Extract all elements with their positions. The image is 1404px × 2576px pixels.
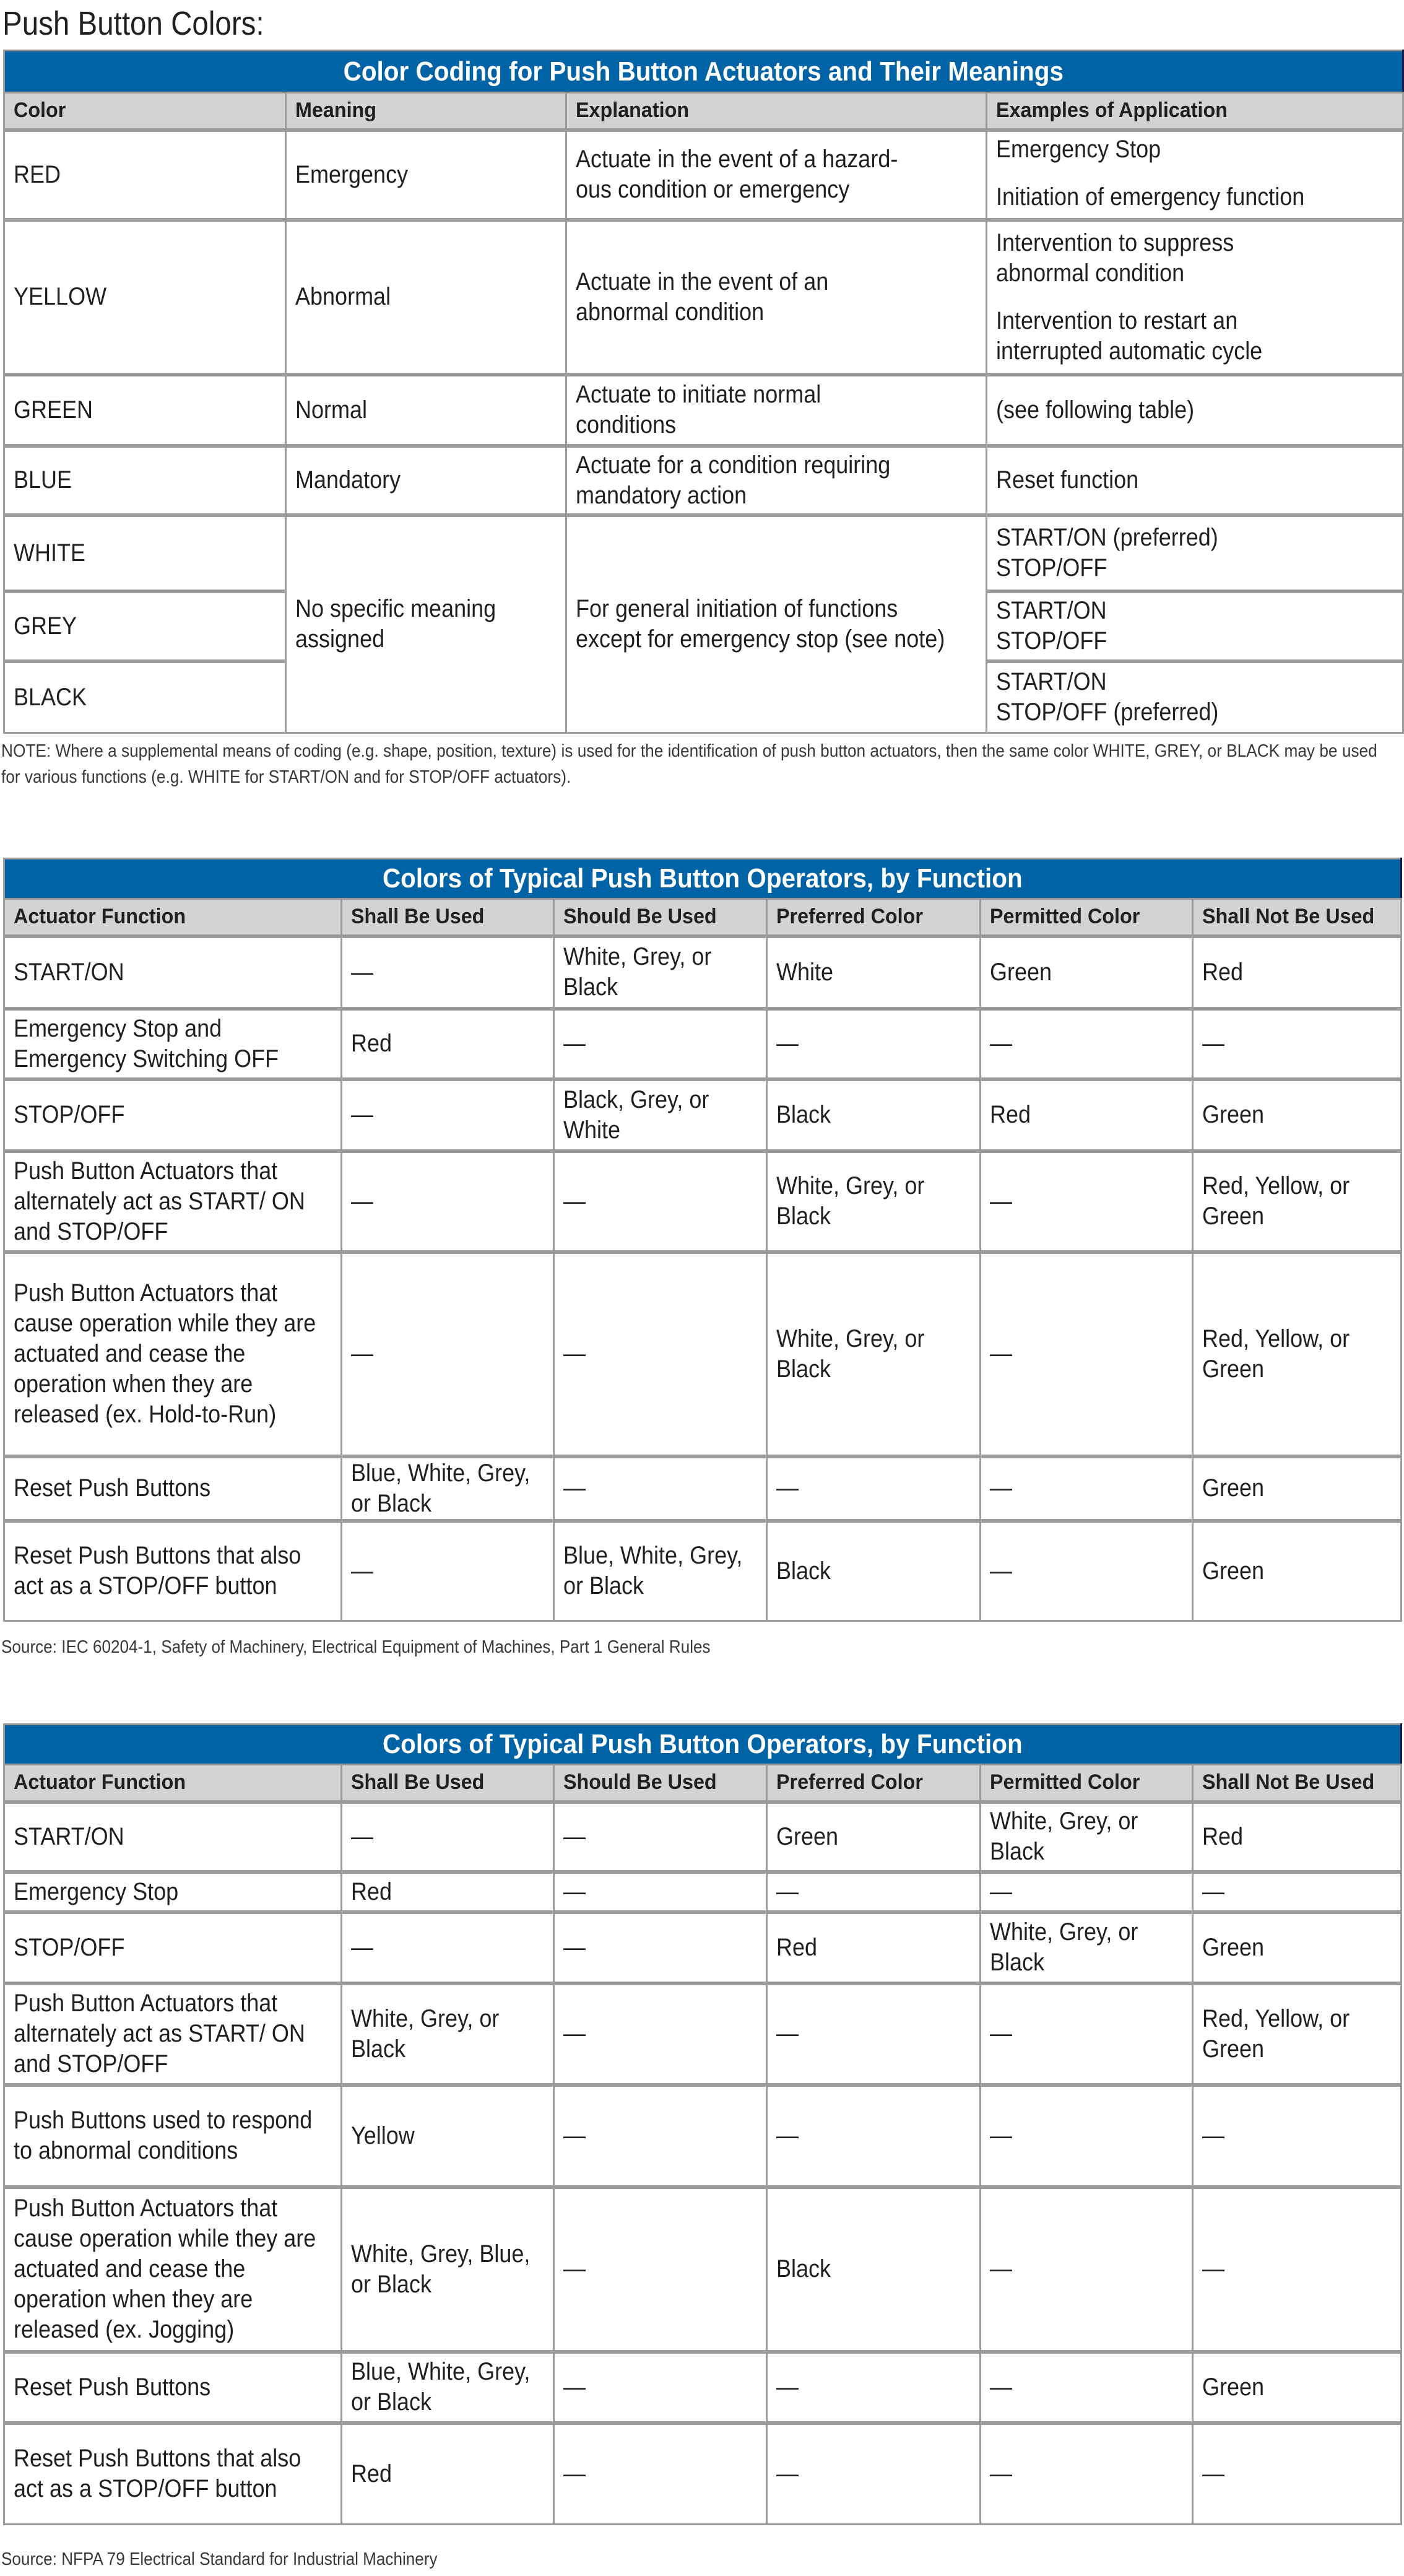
- color-cell: BLUE: [4, 446, 286, 515]
- table-title: Colors of Typical Push Button Operators, by Function: [4, 859, 1402, 899]
- cell-text: —: [990, 1557, 1012, 1585]
- should-be-used-cell: [554, 1151, 767, 1252]
- cell-text: —: [1202, 1878, 1224, 1905]
- should-be-used-cell: [554, 1009, 767, 1079]
- cell-text: Reset Push Buttons that also act as a STOP/OFF button: [14, 2445, 301, 2503]
- permitted-color-cell: [981, 1521, 1193, 1621]
- preferred-color-cell: [767, 2352, 981, 2423]
- preferred-color-cell: [767, 2423, 981, 2525]
- cell-text: —: [776, 2121, 799, 2149]
- should-be-used-cell: [554, 2085, 767, 2187]
- cell-text: —: [1202, 2255, 1224, 2282]
- cell-text: Black: [776, 1101, 831, 1128]
- table-row: [4, 936, 1402, 1009]
- table-row: [4, 1983, 1402, 2085]
- examples-cell: START/ON STOP/OFF: [987, 591, 1403, 661]
- color-cell: WHITE: [4, 515, 286, 591]
- cell-text: White, Grey, or Black: [990, 1808, 1138, 1865]
- cell-text: —: [990, 1474, 1012, 1502]
- cell-text: Black, Grey, or White: [563, 1086, 709, 1144]
- table-row: [4, 2187, 1402, 2352]
- cell-text: —: [563, 1878, 586, 1905]
- examples-cell: START/ON STOP/OFF (preferred): [987, 661, 1403, 733]
- permitted-color-cell: [981, 1872, 1193, 1912]
- nfpa-push-button-table: [3, 1723, 1402, 2525]
- cell-text: —: [1202, 2460, 1224, 2487]
- explanation-cell: Actuate in the event of a hazard- ous condition or emergency: [566, 130, 987, 220]
- meaning-cell: Mandatory: [286, 446, 566, 515]
- table-row: [4, 1456, 1402, 1521]
- table-row: [4, 1252, 1402, 1456]
- shall-be-used-cell: [342, 1521, 554, 1621]
- preferred-color-cell: [767, 2187, 981, 2352]
- shall-not-be-used-cell: [1193, 1802, 1402, 1872]
- preferred-color-cell: [767, 1802, 981, 1872]
- preferred-color-cell: [767, 936, 981, 1009]
- cell-text: —: [776, 1474, 799, 1502]
- shall-not-be-used-cell: [1193, 2085, 1402, 2187]
- table-body: [4, 936, 1402, 1621]
- preferred-color-cell: [767, 1521, 981, 1621]
- cell-text: —: [351, 1822, 373, 1850]
- shall-be-used-cell: [342, 2423, 554, 2525]
- table-row: [4, 1912, 1402, 1983]
- column-header: Shall Not Be Used: [1193, 899, 1402, 936]
- permitted-color-cell: [981, 1456, 1193, 1521]
- shall-be-used-cell: [342, 2187, 554, 2352]
- permitted-color-cell: [981, 1252, 1193, 1456]
- shall-be-used-cell: [342, 2352, 554, 2423]
- shall-not-be-used-cell: [1193, 1456, 1402, 1521]
- cell-text: —: [990, 2020, 1012, 2047]
- shall-not-be-used-cell: [1193, 1252, 1402, 1456]
- shared-meaning-cell: No specific meaning assigned: [286, 515, 566, 733]
- cell-text: Green: [1202, 1933, 1265, 1961]
- cell-text: —: [990, 1878, 1012, 1905]
- preferred-color-cell: [767, 1009, 981, 1079]
- color-coding-table: [3, 50, 1404, 734]
- cell-text: Red: [351, 1878, 392, 1905]
- table-row-green: [4, 375, 1403, 446]
- cell-text: —: [563, 1474, 586, 1502]
- table-row: [4, 2085, 1402, 2187]
- shall-be-used-cell: [342, 1802, 554, 1872]
- shall-not-be-used-cell: [1193, 1009, 1402, 1079]
- column-header: Explanation: [566, 93, 987, 130]
- should-be-used-cell: [554, 1456, 767, 1521]
- table-row: [4, 2423, 1402, 2525]
- examples-cell: (see following table): [987, 375, 1403, 446]
- table-title-row: [4, 859, 1402, 899]
- cell-text: —: [1202, 1030, 1224, 1057]
- cell-text: White, Grey, or Black: [990, 1918, 1138, 1976]
- cell-text: Green: [1202, 1557, 1265, 1585]
- permitted-color-cell: [981, 2423, 1193, 2525]
- preferred-color-cell: [767, 1983, 981, 2085]
- cell-text: Reset Push Buttons: [14, 1474, 211, 1502]
- cell-text: Red: [776, 1933, 818, 1961]
- cell-text: —: [563, 2373, 586, 2401]
- shall-be-used-cell: [342, 1456, 554, 1521]
- cell-text: —: [1202, 2121, 1224, 2149]
- cell-text: STOP/OFF: [14, 1933, 125, 1961]
- permitted-color-cell: [981, 1912, 1193, 1983]
- cell-text: Red, Yellow, or Green: [1202, 1172, 1350, 1230]
- cell-text: —: [563, 2020, 586, 2047]
- cell-text: Push Button Actuators that cause operation while they are actuated and cease the operation when they are released (ex. Hold-to-Run): [14, 1279, 316, 1428]
- column-header: Preferred Color: [767, 899, 981, 936]
- permitted-color-cell: [981, 936, 1193, 1009]
- cell-text: Reset Push Buttons: [14, 2373, 211, 2401]
- shall-not-be-used-cell: [1193, 1151, 1402, 1252]
- actuator-function-cell: [4, 2423, 342, 2525]
- cell-text: Emergency Stop and Emergency Switching OFF: [14, 1014, 279, 1073]
- column-header: Should Be Used: [554, 899, 767, 936]
- meaning-cell: Normal: [286, 375, 566, 446]
- actuator-function-cell: [4, 1872, 342, 1912]
- cell-text: STOP/OFF: [14, 1101, 125, 1128]
- shared-explanation-cell: For general initiation of functions except for emergency stop (see note): [566, 515, 987, 733]
- table-row: [4, 1802, 1402, 1872]
- cell-text: White, Grey, or Black: [351, 2004, 500, 2063]
- color-cell: GREY: [4, 591, 286, 661]
- cell-text: —: [776, 2460, 799, 2487]
- actuator-function-cell: [4, 1151, 342, 1252]
- cell-text: —: [563, 1822, 586, 1850]
- cell-text: Blue, White, Grey, or Black: [563, 1542, 743, 1600]
- cell-text: —: [351, 1557, 373, 1585]
- shall-be-used-cell: [342, 1912, 554, 1983]
- shall-not-be-used-cell: [1193, 1912, 1402, 1983]
- cell-text: —: [351, 1340, 373, 1367]
- color-cell: YELLOW: [4, 220, 286, 375]
- cell-text: —: [563, 1187, 586, 1215]
- shall-be-used-cell: [342, 1983, 554, 2085]
- column-header: Shall Not Be Used: [1193, 1765, 1402, 1802]
- cell-text: White, Grey, or Black: [776, 1325, 925, 1383]
- actuator-function-cell: [4, 1802, 342, 1872]
- explanation-cell: Actuate for a condition requiring mandatory action: [566, 446, 987, 515]
- cell-text: Red: [1202, 1822, 1244, 1850]
- shall-be-used-cell: [342, 936, 554, 1009]
- cell-text: —: [990, 1187, 1012, 1215]
- actuator-function-cell: [4, 936, 342, 1009]
- table-header-row: [4, 899, 1402, 936]
- table-source: Source: NFPA 79 Electrical Standard for Industrial Machinery: [1, 2549, 438, 2569]
- should-be-used-cell: [554, 1252, 767, 1456]
- shall-be-used-cell: [342, 1872, 554, 1912]
- cell-text: Green: [1202, 1474, 1265, 1502]
- actuator-function-cell: [4, 1009, 342, 1079]
- cell-text: Red: [351, 2460, 392, 2487]
- preferred-color-cell: [767, 1456, 981, 1521]
- actuator-function-cell: [4, 1456, 342, 1521]
- shall-not-be-used-cell: [1193, 2423, 1402, 2525]
- cell-text: Red, Yellow, or Green: [1202, 2004, 1350, 2063]
- table-title: Color Coding for Push Button Actuators and Their Meanings: [4, 51, 1403, 93]
- cell-text: Green: [776, 1822, 839, 1850]
- cell-text: White, Grey, Blue, or Black: [351, 2240, 531, 2298]
- should-be-used-cell: [554, 2423, 767, 2525]
- examples-cell: Intervention to suppress abnormal condition Intervention to restart an interrupted automatic cycle: [987, 220, 1403, 375]
- cell-text: White, Grey, or Black: [776, 1172, 925, 1230]
- cell-text: —: [776, 1878, 799, 1905]
- examples-cell: Reset function: [987, 446, 1403, 515]
- cell-text: —: [990, 2460, 1012, 2487]
- permitted-color-cell: [981, 1983, 1193, 2085]
- permitted-color-cell: [981, 2352, 1193, 2423]
- column-header: Permitted Color: [981, 899, 1193, 936]
- cell-text: Push Button Actuators that cause operation while they are actuated and cease the operation when they are released (ex. Jogging): [14, 2195, 316, 2343]
- cell-text: —: [990, 2121, 1012, 2149]
- cell-text: Push Button Actuators that alternately act as START/ ON and STOP/OFF: [14, 1990, 305, 2078]
- cell-text: White: [776, 958, 834, 986]
- table-note: NOTE: Where a supplemental means of coding (e.g. shape, position, texture) is used for the identification of push button actuators, then the same color WHITE, GREY, or BLACK may be used for various functions (e.g. WHITE for START/ON and for STOP/OFF actuators).: [1, 741, 1377, 787]
- table-header-row: [4, 1765, 1402, 1802]
- column-header: Color: [4, 93, 286, 130]
- actuator-function-cell: [4, 2352, 342, 2423]
- permitted-color-cell: [981, 1802, 1193, 1872]
- should-be-used-cell: [554, 2187, 767, 2352]
- should-be-used-cell: [554, 1912, 767, 1983]
- cell-text: —: [990, 2373, 1012, 2401]
- preferred-color-cell: [767, 2085, 981, 2187]
- actuator-function-cell: [4, 1912, 342, 1983]
- meaning-cell: Emergency: [286, 130, 566, 220]
- table-row: [4, 1872, 1402, 1912]
- shall-be-used-cell: [342, 1151, 554, 1252]
- preferred-color-cell: [767, 1252, 981, 1456]
- table-source: Source: IEC 60204-1, Safety of Machinery, Electrical Equipment of Machines, Part 1 General Rules: [1, 1637, 711, 1657]
- table-row-blue: [4, 446, 1403, 515]
- page-title: Push Button Colors:: [2, 5, 264, 42]
- cell-text: —: [776, 2373, 799, 2401]
- shall-not-be-used-cell: [1193, 1983, 1402, 2085]
- cell-text: —: [776, 1030, 799, 1057]
- should-be-used-cell: [554, 1802, 767, 1872]
- cell-text: Green: [1202, 1101, 1265, 1128]
- cell-text: —: [563, 1933, 586, 1961]
- preferred-color-cell: [767, 1079, 981, 1151]
- cell-text: —: [563, 2255, 586, 2282]
- cell-text: Black: [776, 1557, 831, 1585]
- actuator-function-cell: [4, 2187, 342, 2352]
- column-header: Preferred Color: [767, 1765, 981, 1802]
- explanation-cell: Actuate to initiate normal conditions: [566, 375, 987, 446]
- shall-not-be-used-cell: [1193, 1079, 1402, 1151]
- shall-be-used-cell: [342, 1079, 554, 1151]
- shall-not-be-used-cell: [1193, 2187, 1402, 2352]
- cell-text: —: [351, 1933, 373, 1961]
- shall-not-be-used-cell: [1193, 2352, 1402, 2423]
- column-header: Examples of Application: [987, 93, 1403, 130]
- examples-cell: START/ON (preferred) STOP/OFF: [987, 515, 1403, 591]
- preferred-color-cell: [767, 1872, 981, 1912]
- table-row: [4, 1079, 1402, 1151]
- actuator-function-cell: [4, 2085, 342, 2187]
- cell-text: —: [563, 2121, 586, 2149]
- table-row: [4, 2352, 1402, 2423]
- cell-text: START/ON: [14, 1822, 124, 1850]
- cell-text: —: [990, 1340, 1012, 1367]
- cell-text: —: [776, 2020, 799, 2047]
- table-row-white: [4, 515, 1403, 591]
- table-title: Colors of Typical Push Button Operators, by Function: [4, 1725, 1402, 1765]
- cell-text: Green: [990, 958, 1052, 986]
- cell-text: —: [351, 958, 373, 986]
- cell-text: Red, Yellow, or Green: [1202, 1325, 1350, 1383]
- cell-text: —: [351, 1187, 373, 1215]
- shall-not-be-used-cell: [1193, 1521, 1402, 1621]
- color-cell: GREEN: [4, 375, 286, 446]
- should-be-used-cell: [554, 936, 767, 1009]
- preferred-color-cell: [767, 1151, 981, 1252]
- permitted-color-cell: [981, 1009, 1193, 1079]
- meaning-cell: Abnormal: [286, 220, 566, 375]
- examples-cell: Emergency Stop Initiation of emergency function: [987, 130, 1403, 220]
- cell-text: Black: [776, 2255, 831, 2282]
- shall-be-used-cell: [342, 1252, 554, 1456]
- table-row-red: [4, 130, 1403, 220]
- should-be-used-cell: [554, 1983, 767, 2085]
- cell-text: Blue, White, Grey, or Black: [351, 1459, 531, 1517]
- permitted-color-cell: [981, 2085, 1193, 2187]
- column-header: Actuator Function: [4, 1765, 342, 1802]
- permitted-color-cell: [981, 1151, 1193, 1252]
- table-row-yellow: [4, 220, 1403, 375]
- column-header: Actuator Function: [4, 899, 342, 936]
- cell-text: —: [990, 1030, 1012, 1057]
- actuator-function-cell: [4, 1079, 342, 1151]
- table-title-row: [4, 1725, 1402, 1765]
- cell-text: —: [563, 1340, 586, 1367]
- permitted-color-cell: [981, 1079, 1193, 1151]
- shall-be-used-cell: [342, 2085, 554, 2187]
- actuator-function-cell: [4, 1252, 342, 1456]
- cell-text: Red: [990, 1101, 1031, 1128]
- table-title-row: [4, 51, 1403, 93]
- should-be-used-cell: [554, 1521, 767, 1621]
- cell-text: Red: [1202, 958, 1244, 986]
- should-be-used-cell: [554, 2352, 767, 2423]
- shall-be-used-cell: [342, 1009, 554, 1079]
- cell-text: Reset Push Buttons that also act as a STOP/OFF button: [14, 1542, 301, 1600]
- cell-text: Green: [1202, 2373, 1265, 2401]
- table-body: [4, 1802, 1402, 2525]
- column-header: Should Be Used: [554, 1765, 767, 1802]
- actuator-function-cell: [4, 1521, 342, 1621]
- should-be-used-cell: [554, 1872, 767, 1912]
- cell-text: —: [990, 2255, 1012, 2282]
- iec-push-button-table: [3, 858, 1402, 1622]
- cell-text: Push Buttons used to respond to abnormal conditions: [14, 2107, 313, 2164]
- cell-text: Yellow: [351, 2121, 415, 2149]
- preferred-color-cell: [767, 1912, 981, 1983]
- table-row: [4, 1151, 1402, 1252]
- cell-text: —: [563, 2460, 586, 2487]
- cell-text: START/ON: [14, 958, 124, 986]
- column-header: Shall Be Used: [342, 899, 554, 936]
- shall-not-be-used-cell: [1193, 936, 1402, 1009]
- column-header: Meaning: [286, 93, 566, 130]
- cell-text: White, Grey, or Black: [563, 943, 712, 1001]
- actuator-function-cell: [4, 1983, 342, 2085]
- cell-text: Push Button Actuators that alternately act as START/ ON and STOP/OFF: [14, 1157, 305, 1245]
- cell-text: —: [351, 1101, 373, 1128]
- cell-text: Emergency Stop: [14, 1878, 179, 1905]
- permitted-color-cell: [981, 2187, 1193, 2352]
- cell-text: —: [563, 1030, 586, 1057]
- table-row: [4, 1009, 1402, 1079]
- should-be-used-cell: [554, 1079, 767, 1151]
- explanation-cell: Actuate in the event of an abnormal condition: [566, 220, 987, 375]
- table-header-row: [4, 93, 1403, 130]
- column-header: Shall Be Used: [342, 1765, 554, 1802]
- table-row: [4, 1521, 1402, 1621]
- shall-not-be-used-cell: [1193, 1872, 1402, 1912]
- column-header: Permitted Color: [981, 1765, 1193, 1802]
- cell-text: Blue, White, Grey, or Black: [351, 2358, 531, 2416]
- color-cell: RED: [4, 130, 286, 220]
- cell-text: Red: [351, 1030, 392, 1057]
- color-cell: BLACK: [4, 661, 286, 733]
